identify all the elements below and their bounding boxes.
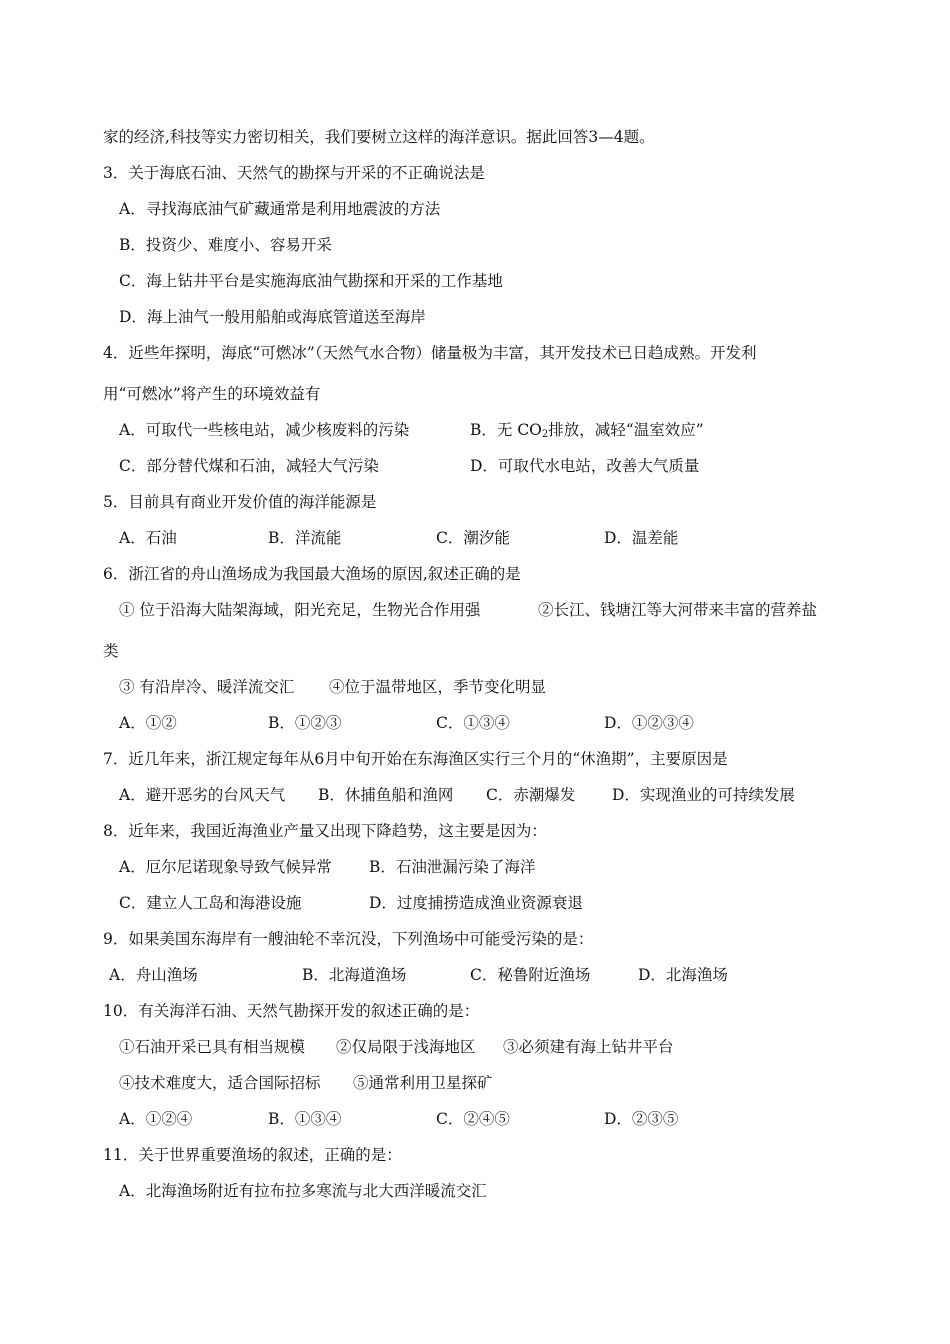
- option-b-text: [470, 419, 704, 441]
- option-c-text: C．赤潮爆发: [486, 786, 576, 804]
- option-c-text: C．建立人工岛和海港设施: [119, 894, 302, 912]
- option-d-text: D．北海渔场: [638, 966, 728, 984]
- option-a-text: A．厄尔尼诺现象导致气候异常: [119, 858, 332, 876]
- option-b-text: B．①②③: [268, 714, 342, 732]
- intro-text: 家的经济,科技等实力密切相关，我们要树立这样的海洋意识。据此回答3—4题。: [103, 128, 655, 146]
- option-b-text: B．北海道渔场: [302, 966, 407, 984]
- question-11-stem-text: 11．关于世界重要渔场的叙述，正确的是：: [103, 1146, 402, 1164]
- option-d-text: D．过度捕捞造成渔业资源衰退: [369, 894, 583, 912]
- option-b-text: B．①③④: [268, 1110, 342, 1128]
- option-a-text: A．避开恶劣的台风天气: [119, 786, 286, 804]
- option-b-subscript: 2: [541, 429, 549, 440]
- option-c-text: C．①③④: [436, 714, 510, 732]
- statement-3-text: ③ 有沿岸冷、暖洋流交汇: [119, 678, 295, 696]
- question-6-stem-text: 6．浙江省的舟山渔场成为我国最大渔场的原因,叙述正确的是: [103, 565, 521, 583]
- question-4-stem-text: 4．近些年探明，海底“可燃冰”（天然气水合物）储量极为丰富，其开发技术已日趋成熟。开发利: [103, 344, 757, 362]
- question-4-stem-text: 用“可燃冰”将产生的环境效益有: [103, 385, 321, 403]
- option-b-text: B．石油泄漏污染了海洋: [369, 858, 536, 876]
- option-c-text: C．部分替代煤和石油，减轻大气污染: [119, 457, 379, 475]
- option-c-text: C．秘鲁附近渔场: [470, 966, 591, 984]
- option-b-post: 排放，减轻“温室效应”: [548, 421, 704, 439]
- question-7-stem-text: 7．近几年来，浙江规定每年从6月中旬开始在东海渔区实行三个月的“休渔期”，主要原因是: [103, 750, 728, 768]
- option-c-text: C．②④⑤: [436, 1110, 510, 1128]
- option-d-text: D．②③⑤: [604, 1110, 679, 1128]
- option-a-text: A．石油: [119, 529, 177, 547]
- statement-1-text: ① 位于沿海大陆架海域，阳光充足，生物光合作用强: [119, 601, 481, 619]
- option-d-text: D．①②③④: [604, 714, 694, 732]
- question-10-stem-text: 10．有关海洋石油、天然气勘探开发的叙述正确的是：: [103, 1002, 480, 1020]
- question-9-stem-text: 9．如果美国东海岸有一艘油轮不幸沉没，下列渔场中可能受污染的是：: [103, 930, 594, 948]
- statement-5-text: ⑤通常利用卫星探矿: [353, 1074, 493, 1092]
- option-b-text: B．洋流能: [268, 529, 342, 547]
- option-d-text: D．温差能: [604, 529, 679, 547]
- statement-4-text: ④位于温带地区，季节变化明显: [329, 678, 547, 696]
- option-a-text: A．北海渔场附近有拉布拉多寒流与北大西洋暖流交汇: [119, 1182, 487, 1200]
- option-b-pre: B．无 CO: [470, 421, 542, 439]
- option-a-text: A．可取代一些核电站，减少核废料的污染: [119, 421, 410, 439]
- statement-2-text: ②长江、钱塘江等大河带来丰富的营养盐: [538, 601, 818, 619]
- statement-3-text: ③必须建有海上钻井平台: [503, 1038, 674, 1056]
- question-3-stem-text: 3．关于海底石油、天然气的勘探与开采的不正确说法是: [103, 164, 485, 182]
- statement-4-text: ④技术难度大，适合国际招标: [119, 1074, 321, 1092]
- option-d-text: D．可取代水电站，改善大气质量: [470, 457, 700, 475]
- option-a-text: A．①②: [119, 714, 177, 732]
- option-text: A．寻找海底油气矿藏通常是利用地震波的方法: [119, 200, 441, 218]
- question-8-stem-text: 8．近年来，我国近海渔业产量又出现下降趋势，这主要是因为：: [103, 822, 547, 840]
- option-a-text: A．舟山渔场: [109, 966, 198, 984]
- option-c-text: C．潮汐能: [436, 529, 510, 547]
- option-text: B．投资少、难度小、容易开采: [119, 236, 332, 254]
- option-b-text: B．休捕鱼船和渔网: [318, 786, 454, 804]
- statement-2-text: ②仅局限于浅海地区: [336, 1038, 476, 1056]
- option-a-text: A．①②④: [119, 1110, 193, 1128]
- question-5-stem-text: 5．目前具有商业开发价值的海洋能源是: [103, 493, 377, 511]
- option-text: D．海上油气一般用船舶或海底管道送至海岸: [119, 308, 426, 326]
- option-text: C．海上钻井平台是实施海底油气勘探和开采的工作基地: [119, 272, 503, 290]
- statement-1-text: ①石油开采已具有相当规模: [119, 1038, 306, 1056]
- statement-2-continuation: 类: [103, 642, 119, 660]
- option-d-text: D．实现渔业的可持续发展: [612, 786, 795, 804]
